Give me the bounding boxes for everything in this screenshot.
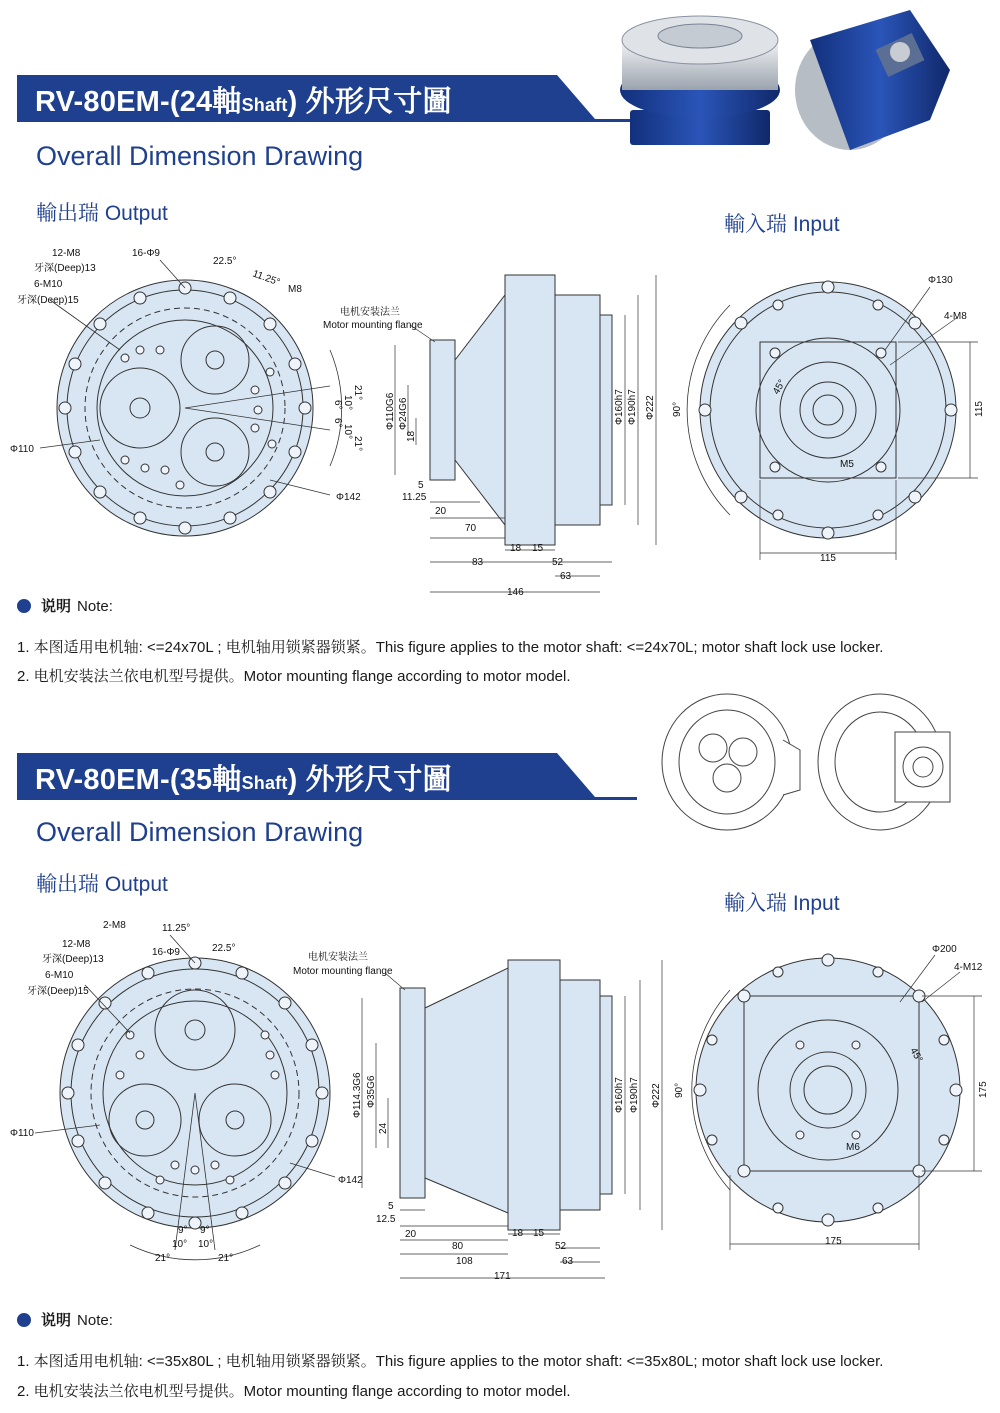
s1-label-d190h7: Φ190h7 [627,389,638,425]
s2-label-12m8: 12-M8 [62,939,91,950]
s2-label-m6: M6 [846,1142,860,1153]
s2-label-l171: 171 [494,1271,511,1282]
section1-note-1: 1. 本图适用电机轴: <=24x70L ; 电机轴用锁紧器锁紧。This figure applies to the motor shaft: <=24x70L; motor shaft lock use locker. [17,639,884,656]
s2-label-h175: 175 [978,1081,989,1098]
s2-label-l5: 5 [388,1201,394,1212]
s1-label-a90: 90° [672,401,683,417]
note-bullet-icon [17,1313,31,1327]
s2-label-4m12: 4-M12 [954,962,983,973]
s1-label-a45: 45° [771,377,789,397]
s1-label-d110g6: Φ110G6 [385,392,396,430]
s2-label-l20: 20 [405,1229,417,1240]
s1-label-a10b: 10° [342,424,353,440]
s1-label-l15: 15 [532,543,544,554]
s1-label-a21a: 21° [352,385,363,401]
s2-label-l125: 12.5 [376,1214,396,1225]
s1-label-a21b: 21° [352,436,363,452]
s2-label-flange-cn: 电机安装法兰 [308,952,368,963]
section2-subtitle: Overall Dimension Drawing [36,817,364,847]
section2-title: RV-80EM-(35軸Shaft) 外形尺寸圖 [35,764,452,796]
s2-label-a10a: 10° [172,1239,188,1250]
s1-label-l5: 5 [418,480,424,491]
s1-label-w115: 115 [820,553,836,564]
s1-label-d142: Φ142 [336,492,361,503]
section1-title: RV-80EM-(24軸Shaft) 外形尺寸圖 [35,86,452,118]
s2-label-l52: 52 [555,1241,567,1252]
s1-label-12m8: 12-M8 [52,248,81,259]
s2-label-l63: 63 [562,1256,574,1267]
s1-label-d110: Φ110 [10,444,34,455]
section1-side-view-drawing [320,270,680,605]
s1-label-d24g6: Φ24G6 [398,397,409,430]
s2-label-d190h7: Φ190h7 [629,1077,640,1113]
s1-label-d130: Φ130 [928,275,953,286]
s1-label-holes: 16-Φ9 [132,248,160,259]
s2-label-d1143g6: Φ114.3G6 [352,1072,363,1118]
s1-label-a6a: 6° [332,400,343,410]
s2-label-l108: 108 [456,1256,473,1267]
note-bullet-icon [17,599,31,613]
section2-output-label: 輸出瑞 Output [36,873,168,896]
section2-side-view-drawing [290,948,680,1288]
section1-input-view-drawing [660,265,990,565]
s1-label-a6b: 6° [332,418,343,428]
s2-label-a45: 45° [907,1046,925,1065]
s1-label-l52: 52 [552,557,564,568]
section2-input-label: 輸入瑞 Input [724,892,840,915]
s1-label-ang1: 22.5° [213,256,237,267]
s2-label-a21b: 21° [218,1253,234,1264]
s2-label-a90: 90° [674,1082,685,1098]
s1-label-l83: 83 [472,557,484,568]
s1-label-l63: 63 [560,571,572,582]
section1-input-label: 輸入瑞 Input [724,213,840,236]
s2-label-a21a: 21° [155,1253,171,1264]
s1-label-m8: M8 [288,284,302,295]
section1-note-head: 说明 Note: [17,595,113,616]
s1-label-l70: 70 [465,523,477,534]
s2-label-d110: Φ110 [10,1128,34,1139]
s1-label-ang2: 11.25° [250,268,282,289]
s1-label-d222: Φ222 [645,395,656,420]
section1-note-2: 2. 电机安装法兰依电机型号提供。Motor mounting flange according to motor model. [17,668,571,685]
s1-label-4m8: 4-M8 [944,311,967,322]
s1-label-flange-en: Motor mounting flange [323,320,423,331]
s2-label-ang1: 22.5° [212,943,236,954]
s2-label-deep15: 牙深(Deep)15 [27,986,89,997]
s2-label-2m8: 2-M8 [103,920,126,931]
section2-note-2: 2. 电机安装法兰依电机型号提供。Motor mounting flange according to motor model. [17,1383,571,1400]
s2-label-ang2: 11.25° [162,923,191,934]
section2-note-1: 1. 本图适用电机轴: <=35x80L ; 电机轴用锁紧器锁紧。This figure applies to the motor shaft: <=35x80L; motor shaft lock use locker. [17,1353,884,1370]
s1-label-l18: 18 [510,543,522,554]
s1-label-l146: 146 [507,587,524,598]
s2-label-d35g6: Φ35G6 [366,1075,377,1108]
s2-label-deep13: 牙深(Deep)13 [42,954,104,965]
s2-label-d160h7: Φ160h7 [614,1077,625,1113]
s2-label-d142: Φ142 [338,1175,363,1186]
s2-label-d222: Φ222 [651,1083,662,1108]
s2-label-l80: 80 [452,1241,464,1252]
s2-label-a9a: 9° [178,1225,188,1236]
s2-label-l15: 15 [533,1228,545,1239]
s1-label-flange-cn: 电机安装法兰 [340,307,400,318]
s2-label-6m10: 6-M10 [45,970,74,981]
s1-label-6m10: 6-M10 [34,279,63,290]
s1-label-h115: 115 [974,401,985,417]
s1-label-d160h7: Φ160h7 [614,389,625,425]
s2-label-d200: Φ200 [932,944,957,955]
s2-label-a9b: 9° [200,1225,210,1236]
section2-product-line-drawing [655,690,960,835]
s2-label-l18: 18 [512,1228,524,1239]
s1-label-deep15: 牙深(Deep)15 [17,295,79,306]
s2-label-a10b: 10° [198,1239,214,1250]
s2-label-w175: 175 [825,1236,842,1247]
section1-output-label: 輸出瑞 Output [36,202,168,225]
s2-label-h24: 24 [378,1122,389,1134]
s1-label-l20: 20 [435,506,447,517]
s1-label-m5: M5 [840,459,854,470]
s2-label-flange-en: Motor mounting flange [293,966,393,977]
section1-product-photo [610,0,955,160]
s1-label-l1125: 11.25 [402,492,427,503]
s1-label-a10a: 10° [342,395,353,411]
section2-input-view-drawing [660,940,990,1255]
section2-note-head: 说明 Note: [17,1309,113,1330]
s2-label-holes: 16-Φ9 [152,947,180,958]
s1-label-deep13: 牙深(Deep)13 [34,263,96,274]
section1-subtitle: Overall Dimension Drawing [36,141,364,171]
s1-label-h18: 18 [406,430,417,442]
